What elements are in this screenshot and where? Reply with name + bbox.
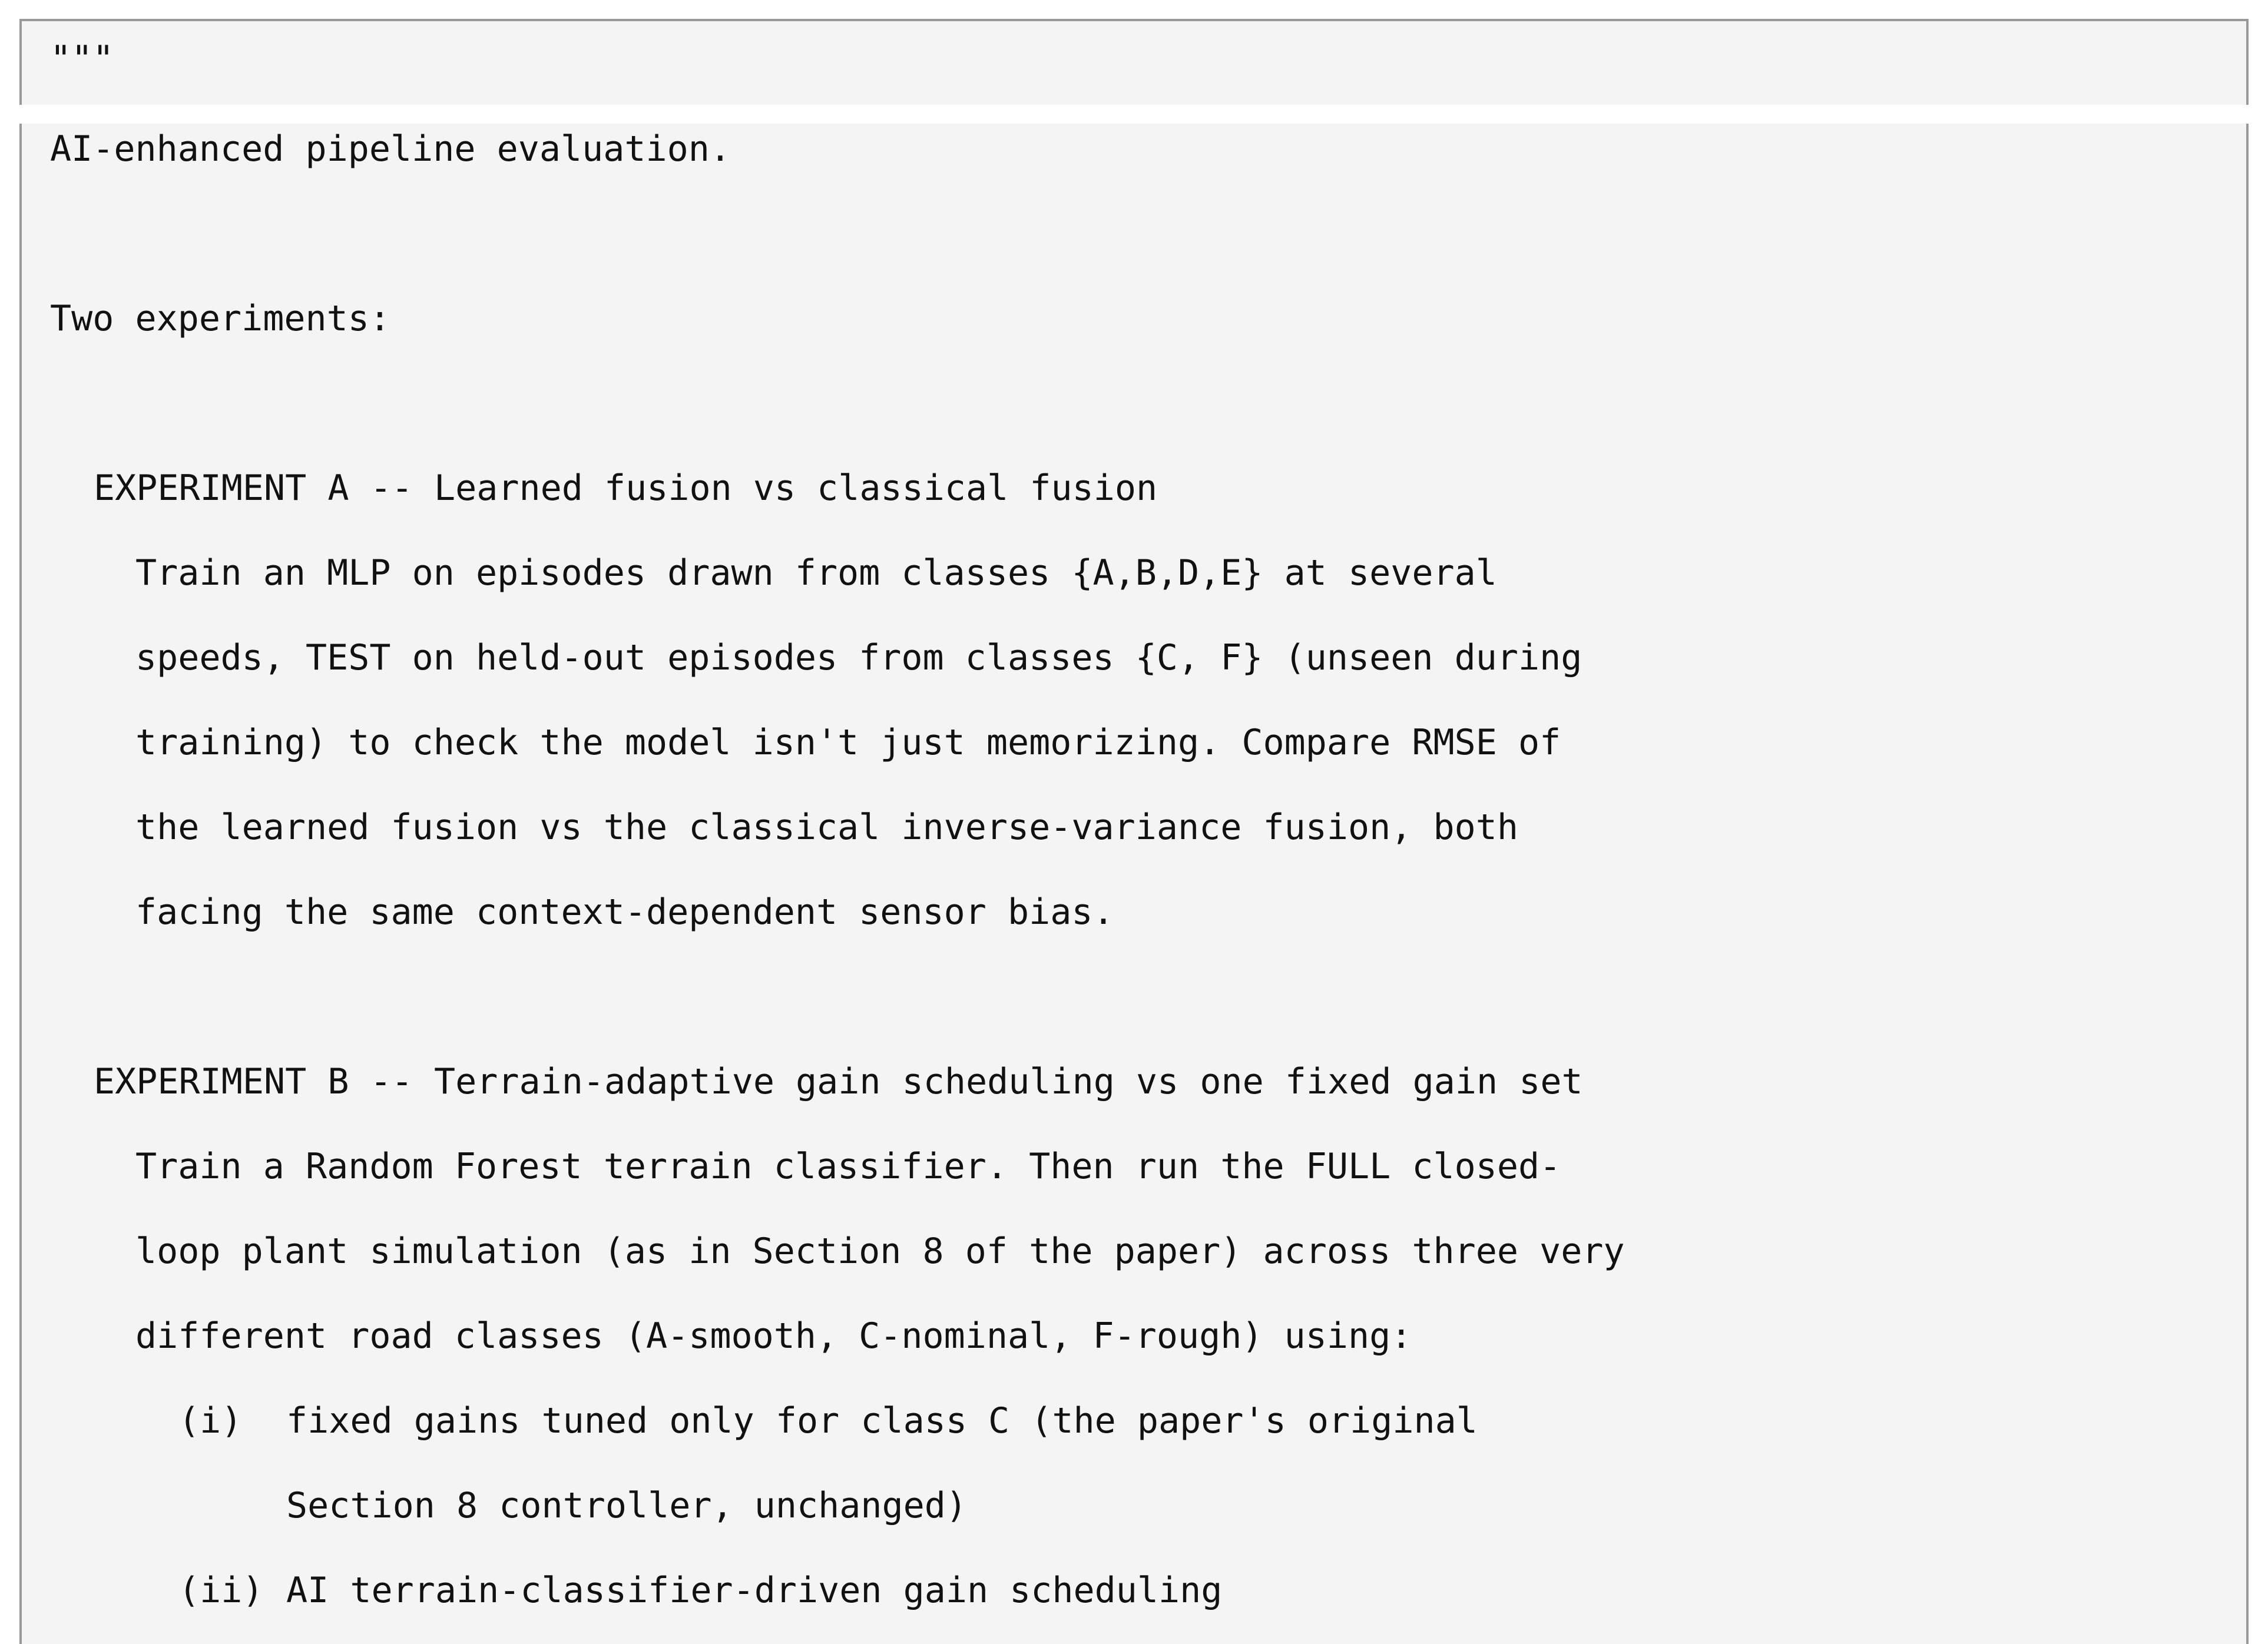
option-text: AI terrain-classifier-driven gain scheduling	[286, 1570, 1223, 1611]
experiment-a-line: Train an MLP on episodes drawn from classes {A,B,D,E} at several	[135, 552, 1497, 594]
docstring-intro: Two experiments:	[50, 298, 390, 339]
experiment-a-line: facing the same context-dependent sensor bias.	[135, 891, 1114, 933]
experiment-a-heading: EXPERIMENT A -- Learned fusion vs classical fusion	[94, 468, 1158, 509]
option-text: fixed gains tuned only for class C (the paper's original	[286, 1400, 1478, 1441]
option-marker: (i)	[178, 1400, 243, 1441]
experiment-b-heading: EXPERIMENT B -- Terrain-adaptive gain scheduling vs one fixed gain set	[94, 1061, 1583, 1102]
experiment-b-line: Train a Random Forest terrain classifier. Then run the FULL closed-	[135, 1146, 1561, 1187]
option-marker: (ii)	[178, 1570, 264, 1611]
experiment-a-line: speeds, TEST on held-out episodes from classes {C, F} (unseen during	[135, 637, 1582, 678]
docstring-summary: AI-enhanced pipeline evaluation.	[50, 128, 731, 170]
experiment-a-line: training) to check the model isn't just memorizing. Compare RMSE of	[135, 722, 1561, 763]
option-continuation: Section 8 controller, unchanged)	[286, 1485, 967, 1526]
code-block-gap	[0, 105, 2268, 124]
experiment-b-line: loop plant simulation (as in Section 8 of the paper) across three very	[135, 1231, 1625, 1272]
experiment-a-line: the learned fusion vs the classical inverse-variance fusion, both	[135, 807, 1518, 848]
docstring-open: """	[50, 38, 114, 79]
experiment-b-line: different road classes (A-smooth, C-nominal, F-rough) using:	[135, 1315, 1412, 1357]
